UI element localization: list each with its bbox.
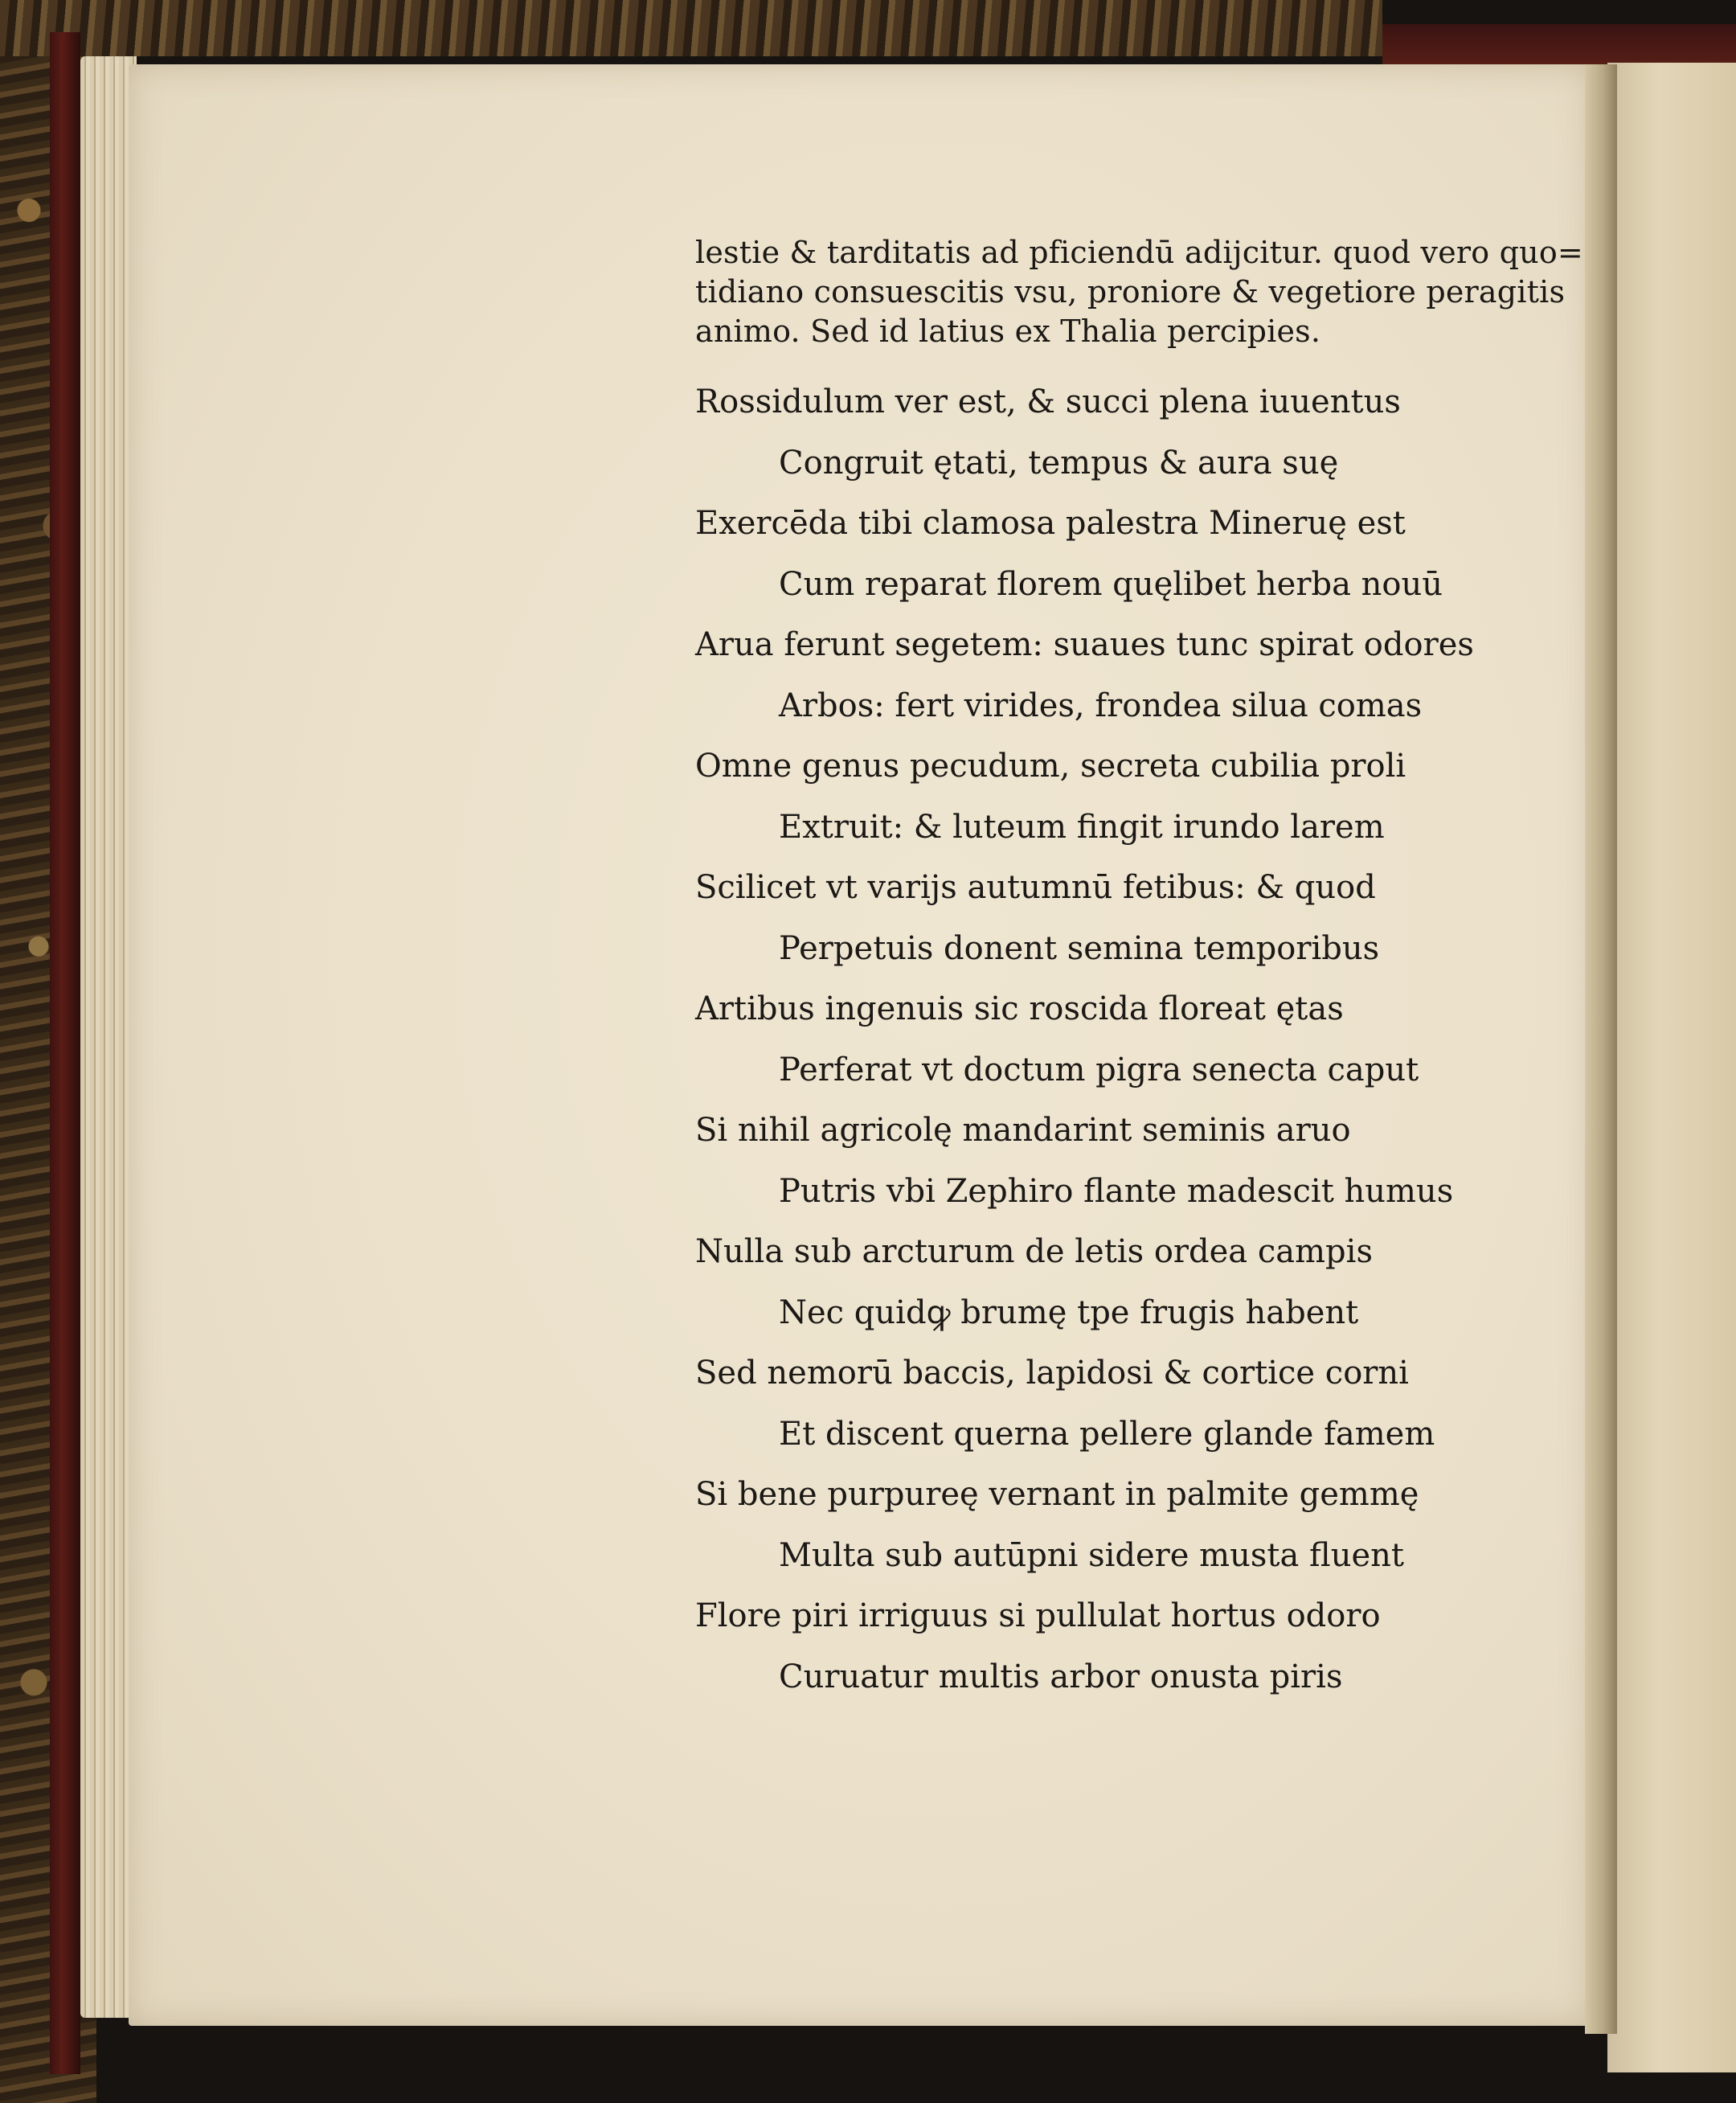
page-gutter bbox=[1585, 64, 1617, 2034]
verse-line: Curuatur multis arbor onusta piris bbox=[779, 1658, 1343, 1695]
verse-line: Perferat vt doctum pigra senecta caput bbox=[779, 1051, 1419, 1088]
verse-line: Artibus ingenuis sic roscida floreat ętas bbox=[695, 990, 1344, 1027]
verse-line: Cum reparat florem quęlibet herba nouū bbox=[779, 565, 1443, 603]
verse-line: Congruit ętati, tempus & aura suę bbox=[779, 444, 1339, 482]
marbled-board-top bbox=[0, 0, 1382, 56]
verse-line: Flore piri irriguus si pullulat hortus odoro bbox=[695, 1597, 1381, 1634]
verse-line: Sed nemorū baccis, lapidosi & cortice corni bbox=[695, 1355, 1409, 1392]
leather-edge-left bbox=[50, 32, 80, 2074]
facing-page-edge bbox=[1607, 63, 1736, 2072]
prose-paragraph bbox=[695, 233, 1583, 351]
verse-line: Multa sub autūpni sidere musta fluent bbox=[779, 1536, 1404, 1574]
book-page bbox=[129, 64, 1591, 2026]
verse-line: Si bene purpureę vernant in palmite gemmę bbox=[695, 1476, 1419, 1513]
verse-line: Nulla sub arcturum de letis ordea campis bbox=[695, 1233, 1373, 1270]
printed-text bbox=[695, 233, 1583, 1707]
verse-poem bbox=[695, 372, 1579, 1707]
prose-line: lestie & tarditatis ad pficiendū adijcitur. quod vero quo= bbox=[695, 235, 1583, 270]
verse-line: Putris vbi Zephiro flante madescit humus bbox=[779, 1172, 1454, 1210]
prose-line: animo. Sed id latius ex Thalia percipies. bbox=[695, 314, 1321, 349]
verse-line: Exercēda tibi clamosa palestra Mineruę est bbox=[695, 505, 1406, 542]
verse-line: Perpetuis donent semina temporibus bbox=[779, 929, 1380, 967]
prose-line: tidiano consuescitis vsu, proniore & vegetiore peragitis bbox=[695, 274, 1566, 310]
verse-line: Scilicet vt varijs autumnū fetibus: & quod bbox=[695, 869, 1376, 906]
verse-line: Rossidulum ver est, & succi plena iuuentus bbox=[695, 383, 1401, 420]
verse-line: Extruit: & luteum fingit irundo larem bbox=[779, 808, 1385, 846]
verse-line: Si nihil agricolę mandarint seminis aruo bbox=[695, 1112, 1351, 1149]
verse-line: Et discent querna pellere glande famem bbox=[779, 1415, 1435, 1453]
verse-line: Nec quidꝙ brumę tpe frugis habent bbox=[779, 1293, 1359, 1331]
verse-line: Arbos: fert virides, frondea silua comas bbox=[779, 687, 1423, 724]
verse-line: Omne genus pecudum, secreta cubilia proli bbox=[695, 748, 1406, 785]
verse-line: Arua ferunt segetem: suaues tunc spirat odores bbox=[695, 626, 1474, 663]
